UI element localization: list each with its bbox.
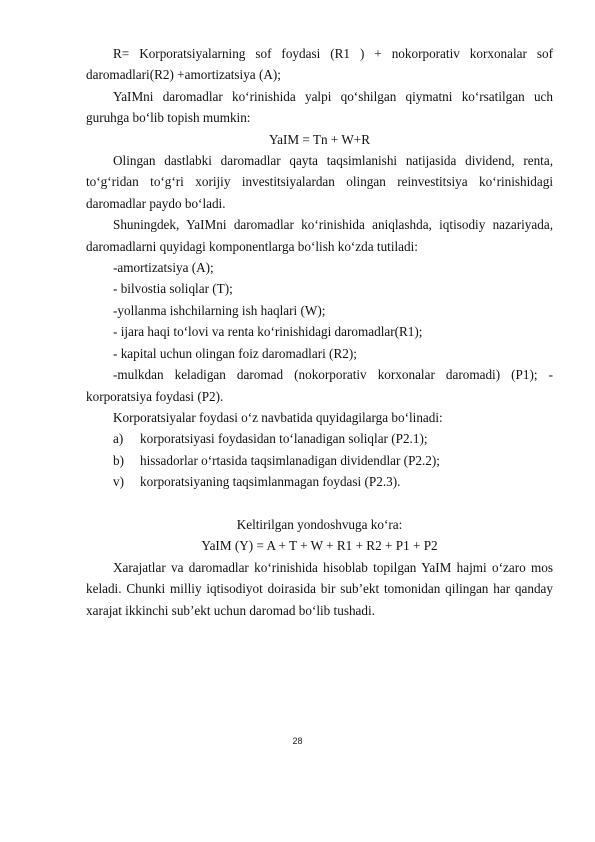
list-marker: v) (113, 474, 124, 490)
paragraph-gdp-groups: YaIMni daromadlar ko‘rinishida yalpi qo‘shilgan qiymatni ko‘rsatilgan uch guruhga bo‘lib topish mumkin: (86, 88, 553, 126)
component-interest: - kapital uchun olingan foiz daromadlari (R2); (113, 345, 357, 361)
paragraph-profit-split: Korporatsiyalar foydasi o‘z navbatida quyidagilarga bo‘linadi: (113, 409, 443, 425)
list-text: korporatsiyaning taqsimlanmagan foydasi (P2.3). (140, 474, 401, 490)
formula-gdp-full: YaIM (Y) = A + T + W + R1 + R2 + P1 + P2 (201, 538, 438, 554)
list-item (86, 450, 553, 471)
component-rent: - ijara haqi to‘lovi va renta ko‘rinishidagi daromadlar(R1); (113, 324, 423, 340)
component-indirect-taxes: - bilvostia soliqlar (T); (113, 281, 233, 297)
list-marker: a) (113, 431, 124, 447)
list-text: hissadorlar o‘rtasida taqsimlanadigan dividendlar (P2.2); (140, 452, 440, 468)
approach-heading: Keltirilgan yondoshvuga ko‘ra: (236, 516, 403, 532)
component-property-income: -mulkdan keladigan daromad (nokorporativ korxonalar daromadi) (P1); - korporatsiya foydasi (P2). (86, 367, 553, 404)
paragraph-components-intro: Shuningdek, YaIMni daromadlar ko‘rinishida aniqlashda, iqtisodiy nazariyada, daromadlarni quyidagi komponentlarga bo‘lish ko‘zda tutiladi: (86, 217, 553, 254)
paragraph-conclusion: Xarajatlar va daromadlar ko‘rinishida hisoblab topilgan YaIM hajmi o‘zaro mos keladi. Chunki milliy iqtisodiyot doirasida bir sub’ekt tomonidan qilingan har qanday xarajat ikkinchi sub’ekt uchun daromad bo‘lib tushadi. (86, 559, 553, 618)
component-wages: -yollanma ishchilarning ish haqlari (W); (113, 302, 326, 318)
list-marker: b) (113, 452, 124, 468)
component-amortization: -amortizatsiya (A); (113, 260, 214, 276)
list-item (86, 428, 553, 449)
list-text: korporatsiyasi foydasidan to‘lanadigan soliqlar (P2.1); (140, 431, 428, 447)
list-item (86, 471, 553, 492)
formula-gdp-income: YaIM = Tn + W+R (268, 131, 371, 147)
paragraph-redistribution: Olingan dastlabki daromadlar qayta taqsimlanishi natijasida dividend, renta, to‘g‘ridan to‘g‘ri xorijiy investitsiyalardan olingan reinvestitsiya ko‘rinishidagi daromadlar paydo bo‘ladi. (86, 153, 553, 211)
page-number: 28 (292, 736, 303, 746)
paragraph-profit-definition: R= Korporatsiyalarning sof foydasi (R1 ) + nokorporativ korxonalar sof daromadlari(R2) +amortizatsiya (A); (86, 46, 553, 83)
spacer (86, 493, 553, 514)
page-body (86, 43, 553, 621)
